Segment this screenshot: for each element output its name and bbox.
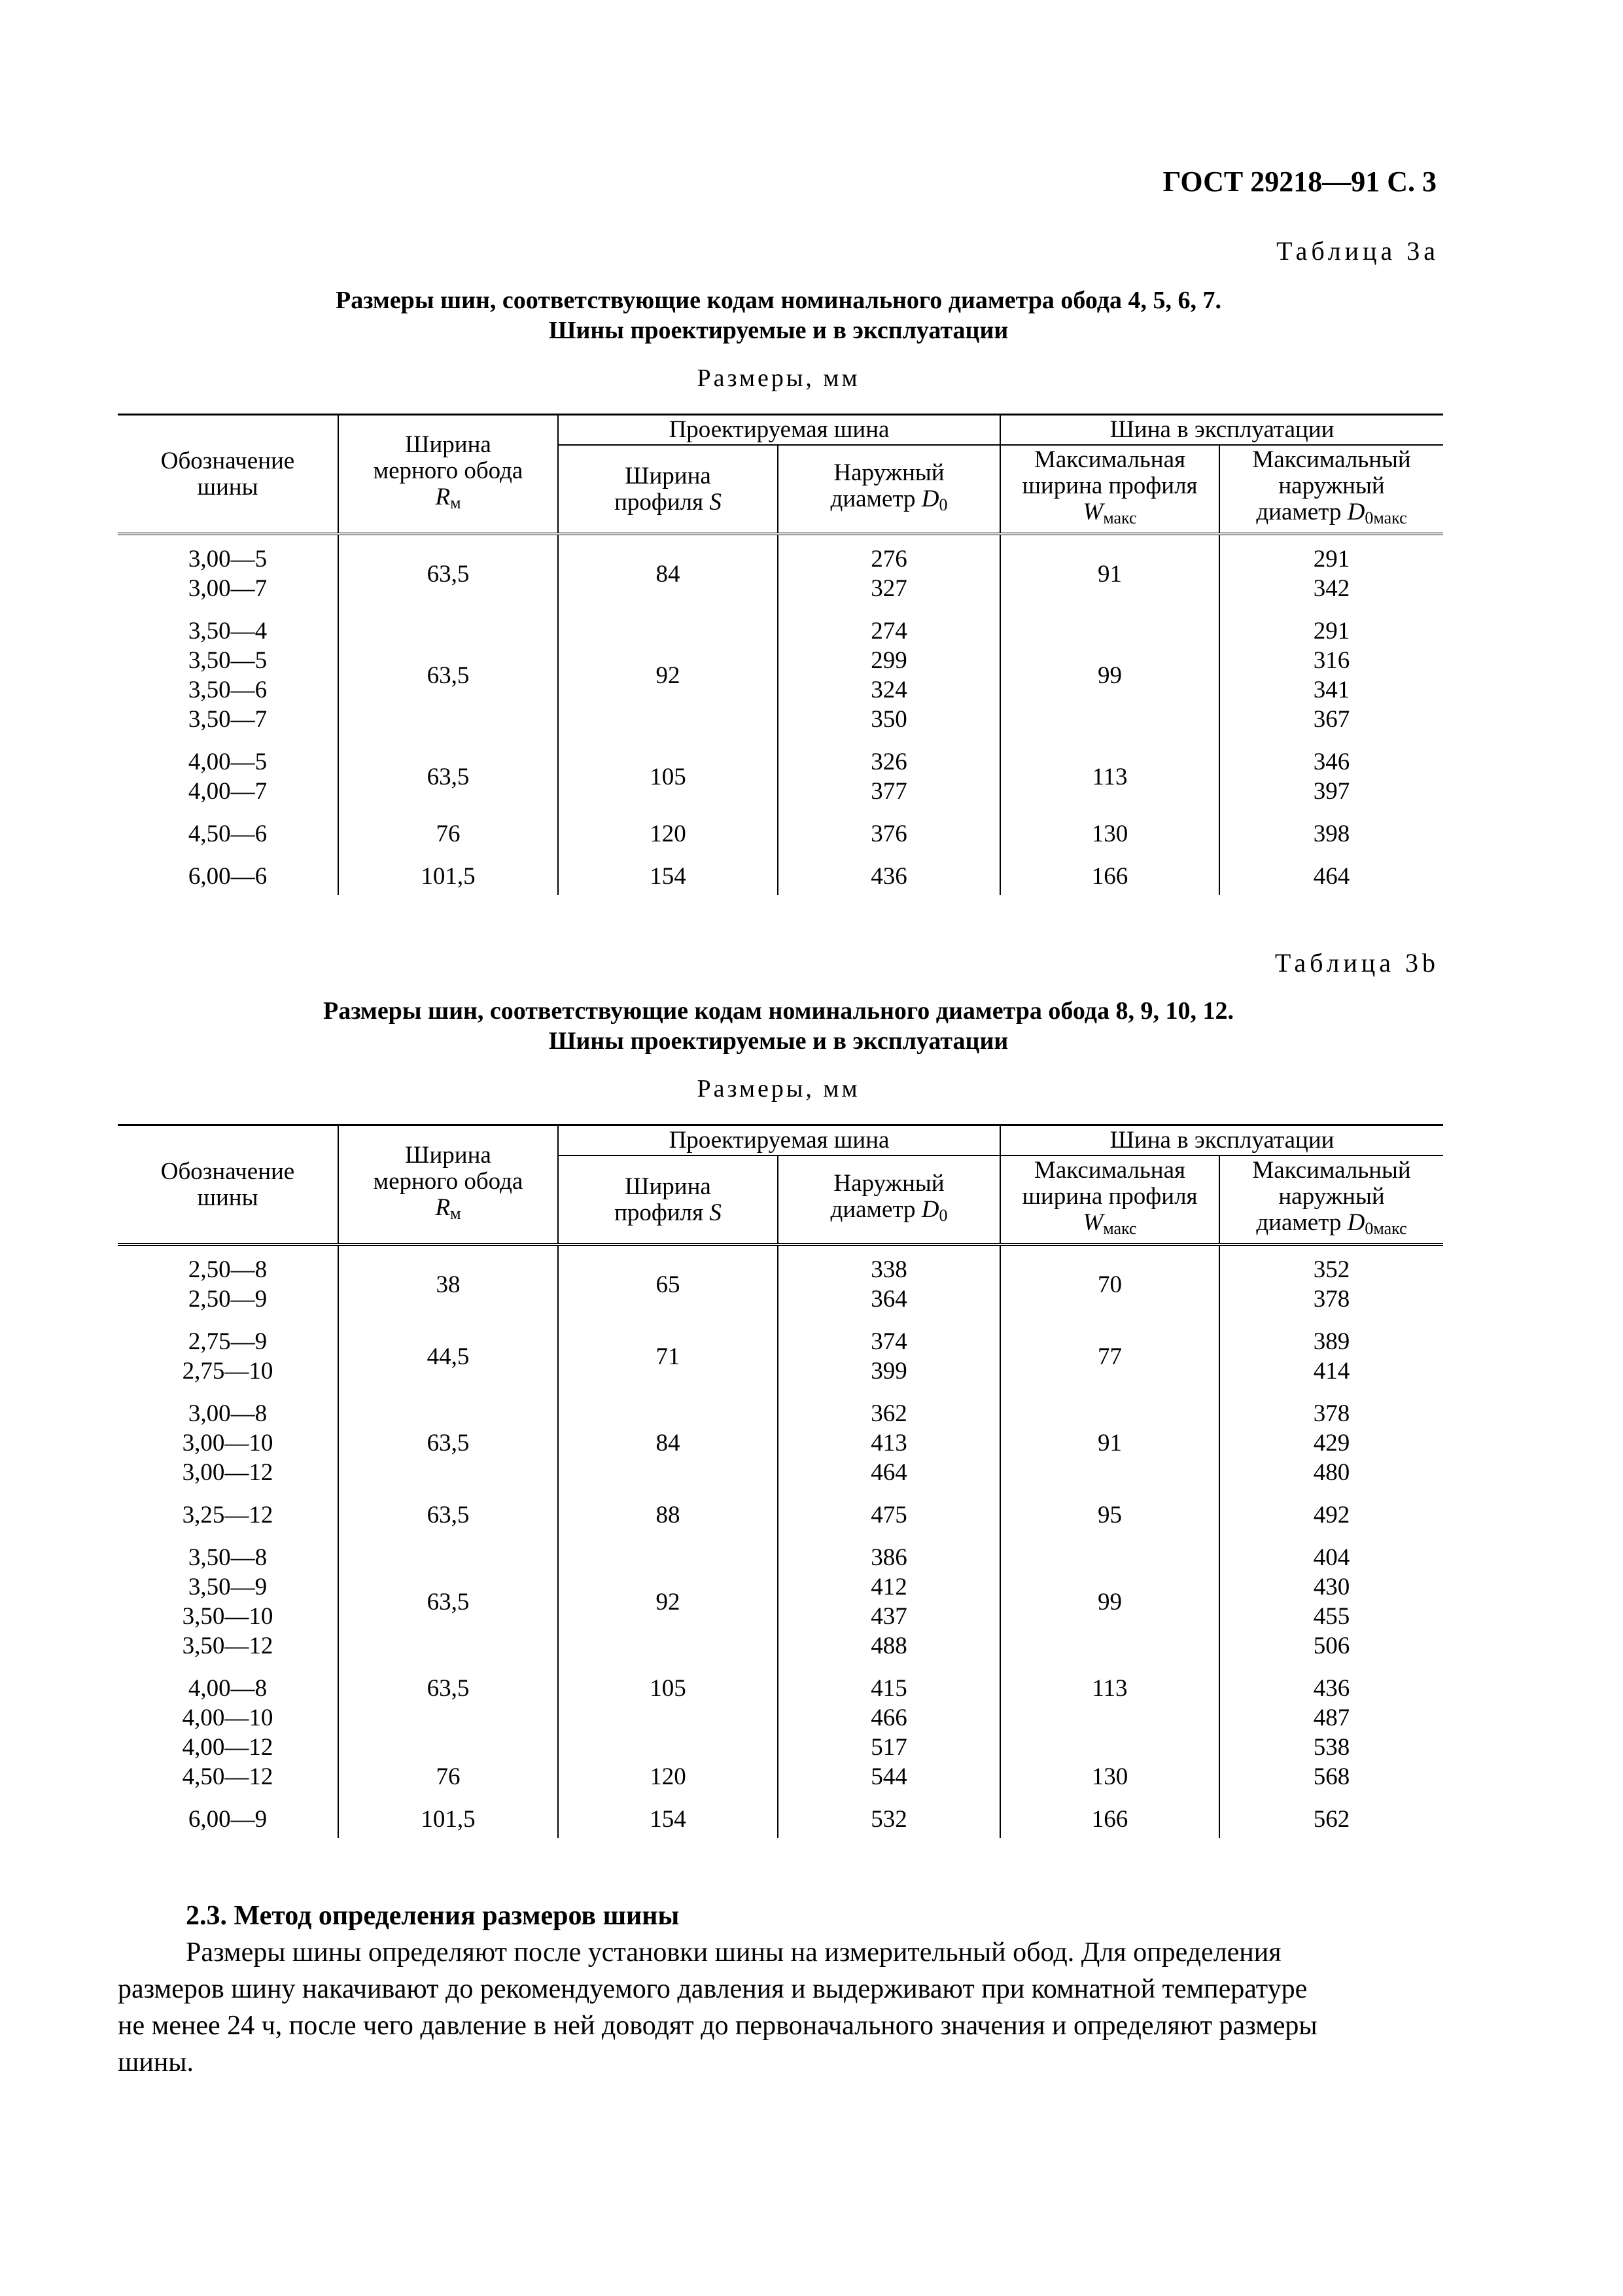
cell-d0-value: 274 — [871, 618, 907, 645]
group-service: Шина в эксплуатации — [1000, 415, 1443, 446]
cell-d0-value: 376 — [871, 821, 907, 847]
cell-dmax-value: 414 — [1313, 1358, 1350, 1385]
col-profile-width — [558, 1156, 778, 1245]
cell-dmax — [1219, 806, 1443, 849]
cell-dmax-value: 352 — [1313, 1256, 1350, 1283]
cell-value-value: 130 — [1091, 1763, 1128, 1790]
header-row — [118, 415, 1443, 446]
col-designation — [118, 1125, 338, 1245]
cell-d0-value: 532 — [871, 1806, 907, 1833]
cell-designation-value: 3,00—8 — [188, 1400, 268, 1427]
cell-dmax-value: 341 — [1313, 677, 1350, 703]
cell-d0 — [778, 1530, 1000, 1661]
profile-symbol: S — [709, 488, 722, 516]
section-line: не менее 24 ч, после чего давление в ней доводят до первоначального значения и определяют размеры — [118, 2011, 1318, 2041]
cell-d0 — [778, 1386, 1000, 1487]
cell-designation-value: 3,00—12 — [182, 1459, 273, 1486]
cell-value: 38 — [338, 1245, 558, 1314]
cell-dmax-value: 367 — [1313, 706, 1350, 733]
rim-symbol: $R_м$ — [435, 484, 461, 512]
cell-value: 130 — [1000, 806, 1219, 849]
cell-value: 99 — [1000, 603, 1219, 734]
cell-d0 — [778, 1487, 1000, 1530]
section-line: размеров шину накачивают до рекомендуемого давления и выдерживают при комнатной температуре — [118, 1974, 1308, 2004]
cell-value: 63,5 — [338, 1530, 558, 1661]
d0-symbol: $D_0$ — [921, 1196, 948, 1225]
cell-d0 — [778, 734, 1000, 806]
cell-designation — [118, 1245, 338, 1314]
cell-dmax — [1219, 1530, 1443, 1661]
cell-d0-value: 377 — [871, 778, 907, 805]
table-row — [118, 1661, 1443, 1792]
cell-dmax — [1219, 734, 1443, 806]
cell-designation — [118, 1386, 338, 1487]
cell-value — [338, 1661, 558, 1792]
cell-value: 76 — [338, 806, 558, 849]
cell-designation-value: 3,50—5 — [188, 647, 268, 674]
cell-dmax — [1219, 603, 1443, 734]
cell-designation-value: 2,50—9 — [188, 1286, 268, 1313]
cell-d0-value: 324 — [871, 677, 907, 703]
cell-value-value: 76 — [436, 1763, 461, 1790]
group-designed: Проектируемая шина — [558, 415, 1000, 446]
cell-value-value — [445, 1704, 451, 1731]
cell-designation — [118, 1792, 338, 1838]
cell-dmax-value: 492 — [1313, 1502, 1350, 1528]
cell-dmax-value: 397 — [1313, 778, 1350, 805]
cell-value: 77 — [1000, 1314, 1219, 1386]
cell-dmax-value: 455 — [1313, 1603, 1350, 1630]
cell-dmax — [1219, 1314, 1443, 1386]
cell-dmax-value: 291 — [1313, 618, 1350, 645]
cell-value-value — [1107, 1734, 1113, 1761]
cell-designation-value: 3,50—9 — [188, 1574, 268, 1600]
cell-d0-value: 364 — [871, 1286, 907, 1313]
header-row — [118, 1125, 1443, 1156]
section-heading: 2.3. Метод определения размеров шины — [186, 1901, 680, 1931]
group-service: Шина в эксплуатации — [1000, 1125, 1443, 1156]
table-row — [118, 1487, 1443, 1530]
col-max-diameter-line: наружный — [1278, 472, 1385, 499]
cell-designation — [118, 1530, 338, 1661]
table-row — [118, 1245, 1443, 1314]
cell-designation — [118, 849, 338, 895]
col-max-width-line: ширина профиля — [1022, 472, 1198, 499]
col-max-diameter-line: диаметр — [1256, 499, 1348, 525]
cell-dmax-value: 562 — [1313, 1806, 1350, 1833]
cell-designation-value: 2,75—10 — [182, 1358, 273, 1385]
table-row — [118, 1792, 1443, 1838]
wmax-symbol: $W_{макс}$ — [1083, 499, 1137, 527]
table-3b — [118, 1124, 1443, 1838]
col-max-diameter-line: Максимальный — [1252, 446, 1411, 473]
cell-value: 91 — [1000, 1386, 1219, 1487]
col-rim-line: Ширина — [405, 431, 491, 458]
cell-designation-value: 2,50—8 — [188, 1256, 268, 1283]
table-3a-caption — [118, 285, 1439, 345]
col-rim-width — [338, 415, 558, 535]
cell-dmax-value: 506 — [1313, 1633, 1350, 1659]
rim-symbol: $R_м$ — [435, 1194, 461, 1223]
section-2-3 — [118, 1898, 1446, 2081]
group-designed: Проектируемая шина — [558, 1125, 1000, 1156]
cell-value: 91 — [1000, 534, 1219, 603]
col-rim-width — [338, 1125, 558, 1245]
cell-designation — [118, 534, 338, 603]
cell-designation-value: 4,00—12 — [182, 1734, 273, 1761]
col-profile-line: Ширина — [625, 1173, 711, 1200]
cell-designation-value: 3,50—10 — [182, 1603, 273, 1630]
section-body — [118, 1934, 1446, 2081]
cell-d0-value: 466 — [871, 1704, 907, 1731]
col-outer-line: диаметр — [830, 486, 922, 512]
cell-value: 120 — [558, 806, 778, 849]
cell-dmax-value: 404 — [1313, 1544, 1350, 1571]
table-row — [118, 1530, 1443, 1661]
cell-d0-value: 412 — [871, 1574, 907, 1600]
cell-d0 — [778, 849, 1000, 895]
col-outer-diameter — [778, 445, 1000, 534]
cell-dmax — [1219, 1661, 1443, 1792]
cell-dmax — [1219, 1386, 1443, 1487]
cell-d0-value: 276 — [871, 546, 907, 573]
profile-symbol: S — [709, 1199, 722, 1226]
table-3b-caption-line1: Размеры шин, соответствующие кодам номинального диаметра обода 8, 9, 10, 12. — [323, 997, 1234, 1025]
cell-value: 154 — [558, 1792, 778, 1838]
cell-d0-value: 437 — [871, 1603, 907, 1630]
cell-value: 88 — [558, 1487, 778, 1530]
cell-value: 70 — [1000, 1245, 1219, 1314]
cell-dmax-value: 346 — [1313, 749, 1350, 775]
cell-d0 — [778, 603, 1000, 734]
cell-value: 101,5 — [338, 849, 558, 895]
cell-dmax-value: 464 — [1313, 863, 1350, 890]
col-max-diameter-line: Максимальный — [1252, 1157, 1411, 1184]
cell-designation-value: 6,00—9 — [188, 1806, 268, 1833]
table-row — [118, 1386, 1443, 1487]
col-rim-line: мерного обода — [373, 457, 523, 484]
cell-value: 101,5 — [338, 1792, 558, 1838]
col-outer-line: Наружный — [833, 459, 945, 486]
cell-value: 154 — [558, 849, 778, 895]
d0-symbol: $D_0$ — [921, 486, 948, 514]
cell-designation-value: 2,75—9 — [188, 1328, 268, 1355]
dmax-symbol: $D_{0макс}$ — [1347, 499, 1407, 527]
col-max-width-line: ширина профиля — [1022, 1183, 1198, 1210]
cell-d0-value: 338 — [871, 1256, 907, 1283]
cell-d0 — [778, 1314, 1000, 1386]
col-rim-line: мерного обода — [373, 1168, 523, 1195]
section-line: шины. — [118, 2047, 194, 2077]
cell-value: 63,5 — [338, 534, 558, 603]
cell-designation — [118, 1314, 338, 1386]
cell-dmax-value: 389 — [1313, 1328, 1350, 1355]
wmax-symbol: $W_{макс}$ — [1083, 1209, 1137, 1238]
cell-d0-value: 386 — [871, 1544, 907, 1571]
cell-designation-value: 3,00—10 — [182, 1430, 273, 1457]
cell-designation-value: 4,50—6 — [188, 821, 268, 847]
col-outer-line: Наружный — [833, 1170, 945, 1197]
cell-d0 — [778, 1792, 1000, 1838]
cell-value: 65 — [558, 1245, 778, 1314]
table-row — [118, 734, 1443, 806]
col-max-width-line: Максимальная — [1034, 1157, 1186, 1184]
table-3b-label: Таблица 3b — [1274, 948, 1439, 978]
col-designation-line: шины — [197, 473, 258, 501]
cell-dmax-value: 436 — [1313, 1675, 1350, 1702]
col-profile-line: профиля — [614, 488, 710, 516]
col-max-diameter-line: наружный — [1278, 1183, 1385, 1210]
col-max-width — [1000, 1156, 1219, 1245]
col-designation — [118, 415, 338, 535]
col-max-diameter-line: диаметр — [1256, 1209, 1348, 1236]
cell-designation-value: 3,25—12 — [182, 1502, 273, 1528]
cell-designation-value: 4,00—10 — [182, 1704, 273, 1731]
cell-d0 — [778, 1245, 1000, 1314]
cell-d0-value: 374 — [871, 1328, 907, 1355]
cell-d0-value: 362 — [871, 1400, 907, 1427]
col-designation-line: Обозначение — [160, 1157, 295, 1185]
cell-value — [1000, 1661, 1219, 1792]
cell-value: 99 — [1000, 1530, 1219, 1661]
cell-designation-value: 3,50—7 — [188, 706, 268, 733]
cell-d0-value: 415 — [871, 1675, 907, 1702]
col-outer-line: диаметр — [830, 1196, 922, 1223]
cell-value: 105 — [558, 734, 778, 806]
cell-d0-value: 517 — [871, 1734, 907, 1761]
cell-designation-value: 6,00—6 — [188, 863, 268, 890]
col-designation-line: шины — [197, 1184, 258, 1211]
cell-dmax-value: 568 — [1313, 1763, 1350, 1790]
cell-value: 44,5 — [338, 1314, 558, 1386]
section-line: Размеры шины определяют после установки шины на измерительный обод. Для определения — [186, 1937, 1282, 1968]
cell-designation-value: 3,50—6 — [188, 677, 268, 703]
cell-value-value: 113 — [1092, 1675, 1128, 1702]
cell-designation — [118, 1661, 338, 1792]
cell-d0-value: 475 — [871, 1502, 907, 1528]
cell-dmax-value: 342 — [1313, 575, 1350, 602]
cell-value-value: 120 — [650, 1763, 686, 1790]
cell-designation-value: 4,50—12 — [182, 1763, 273, 1790]
cell-dmax-value: 430 — [1313, 1574, 1350, 1600]
cell-dmax-value: 538 — [1313, 1734, 1350, 1761]
cell-designation-value: 3,00—7 — [188, 575, 268, 602]
col-rim-line: Ширина — [405, 1142, 491, 1169]
cell-dmax-value: 480 — [1313, 1459, 1350, 1486]
cell-designation-value: 3,00—5 — [188, 546, 268, 573]
cell-d0 — [778, 1661, 1000, 1792]
cell-value: 113 — [1000, 734, 1219, 806]
cell-designation-value: 4,00—7 — [188, 778, 268, 805]
cell-value: 95 — [1000, 1487, 1219, 1530]
table-row — [118, 534, 1443, 603]
cell-dmax — [1219, 849, 1443, 895]
col-max-diameter — [1219, 445, 1443, 534]
cell-value: 63,5 — [338, 734, 558, 806]
cell-value: 84 — [558, 534, 778, 603]
table-3a-label: Таблица 3а — [1276, 236, 1439, 266]
cell-designation — [118, 734, 338, 806]
dmax-symbol: $D_{0макс}$ — [1347, 1209, 1407, 1238]
cell-dmax — [1219, 1792, 1443, 1838]
cell-value-value: 105 — [650, 1675, 686, 1702]
cell-d0-value: 326 — [871, 749, 907, 775]
cell-d0-value: 350 — [871, 706, 907, 733]
cell-value: 71 — [558, 1314, 778, 1386]
table-3a-units: Размеры, мм — [697, 364, 860, 392]
col-designation-line: Обозначение — [160, 447, 295, 474]
cell-value: 166 — [1000, 849, 1219, 895]
table-3b-units: Размеры, мм — [697, 1075, 860, 1103]
cell-designation — [118, 1487, 338, 1530]
cell-designation-value: 3,50—4 — [188, 618, 268, 645]
cell-dmax — [1219, 534, 1443, 603]
cell-value-value — [1107, 1704, 1113, 1731]
cell-designation — [118, 603, 338, 734]
cell-dmax-value: 429 — [1313, 1430, 1350, 1457]
cell-value-value — [665, 1704, 671, 1731]
table-row — [118, 806, 1443, 849]
cell-value: 92 — [558, 603, 778, 734]
cell-d0-value: 327 — [871, 575, 907, 602]
cell-d0-value: 544 — [871, 1763, 907, 1790]
table-3a — [118, 414, 1443, 895]
cell-designation-value: 3,50—8 — [188, 1544, 268, 1571]
cell-value-value: 63,5 — [427, 1675, 470, 1702]
cell-dmax-value: 398 — [1313, 821, 1350, 847]
cell-d0 — [778, 534, 1000, 603]
col-max-width — [1000, 445, 1219, 534]
cell-dmax-value: 378 — [1313, 1400, 1350, 1427]
cell-d0-value: 464 — [871, 1459, 907, 1486]
table-3a-caption-line2: Шины проектируемые и в эксплуатации — [548, 317, 1009, 344]
cell-d0-value: 399 — [871, 1358, 907, 1385]
cell-d0-value: 488 — [871, 1633, 907, 1659]
table-3a-caption-line1: Размеры шин, соответствующие кодам номинального диаметра обода 4, 5, 6, 7. — [335, 287, 1221, 314]
cell-value: 63,5 — [338, 1487, 558, 1530]
table-row — [118, 603, 1443, 734]
table-row — [118, 849, 1443, 895]
col-outer-diameter — [778, 1156, 1000, 1245]
cell-designation-value: 3,50—12 — [182, 1633, 273, 1659]
cell-value: 63,5 — [338, 1386, 558, 1487]
cell-value-value — [445, 1734, 451, 1761]
page-header: ГОСТ 29218—91 С. 3 — [1162, 166, 1437, 198]
cell-value: 166 — [1000, 1792, 1219, 1838]
table-3b-caption — [118, 996, 1439, 1056]
col-profile-width — [558, 445, 778, 534]
col-profile-line: Ширина — [625, 462, 711, 489]
cell-dmax-value: 291 — [1313, 546, 1350, 573]
cell-value: 84 — [558, 1386, 778, 1487]
cell-designation-value: 4,00—5 — [188, 749, 268, 775]
cell-d0-value: 299 — [871, 647, 907, 674]
table-row — [118, 1314, 1443, 1386]
table-3b-caption-line2: Шины проектируемые и в эксплуатации — [548, 1027, 1009, 1055]
col-max-width-line: Максимальная — [1034, 446, 1186, 473]
col-max-diameter — [1219, 1156, 1443, 1245]
col-profile-line: профиля — [614, 1199, 710, 1226]
cell-designation-value: 4,00—8 — [188, 1675, 268, 1702]
cell-d0-value: 413 — [871, 1430, 907, 1457]
cell-dmax — [1219, 1487, 1443, 1530]
cell-value-value — [665, 1734, 671, 1761]
cell-dmax — [1219, 1245, 1443, 1314]
cell-value: 92 — [558, 1530, 778, 1661]
cell-value: 63,5 — [338, 603, 558, 734]
cell-dmax-value: 487 — [1313, 1704, 1350, 1731]
cell-d0 — [778, 806, 1000, 849]
cell-d0-value: 436 — [871, 863, 907, 890]
cell-dmax-value: 316 — [1313, 647, 1350, 674]
cell-dmax-value: 378 — [1313, 1286, 1350, 1313]
cell-value — [558, 1661, 778, 1792]
cell-designation — [118, 806, 338, 849]
